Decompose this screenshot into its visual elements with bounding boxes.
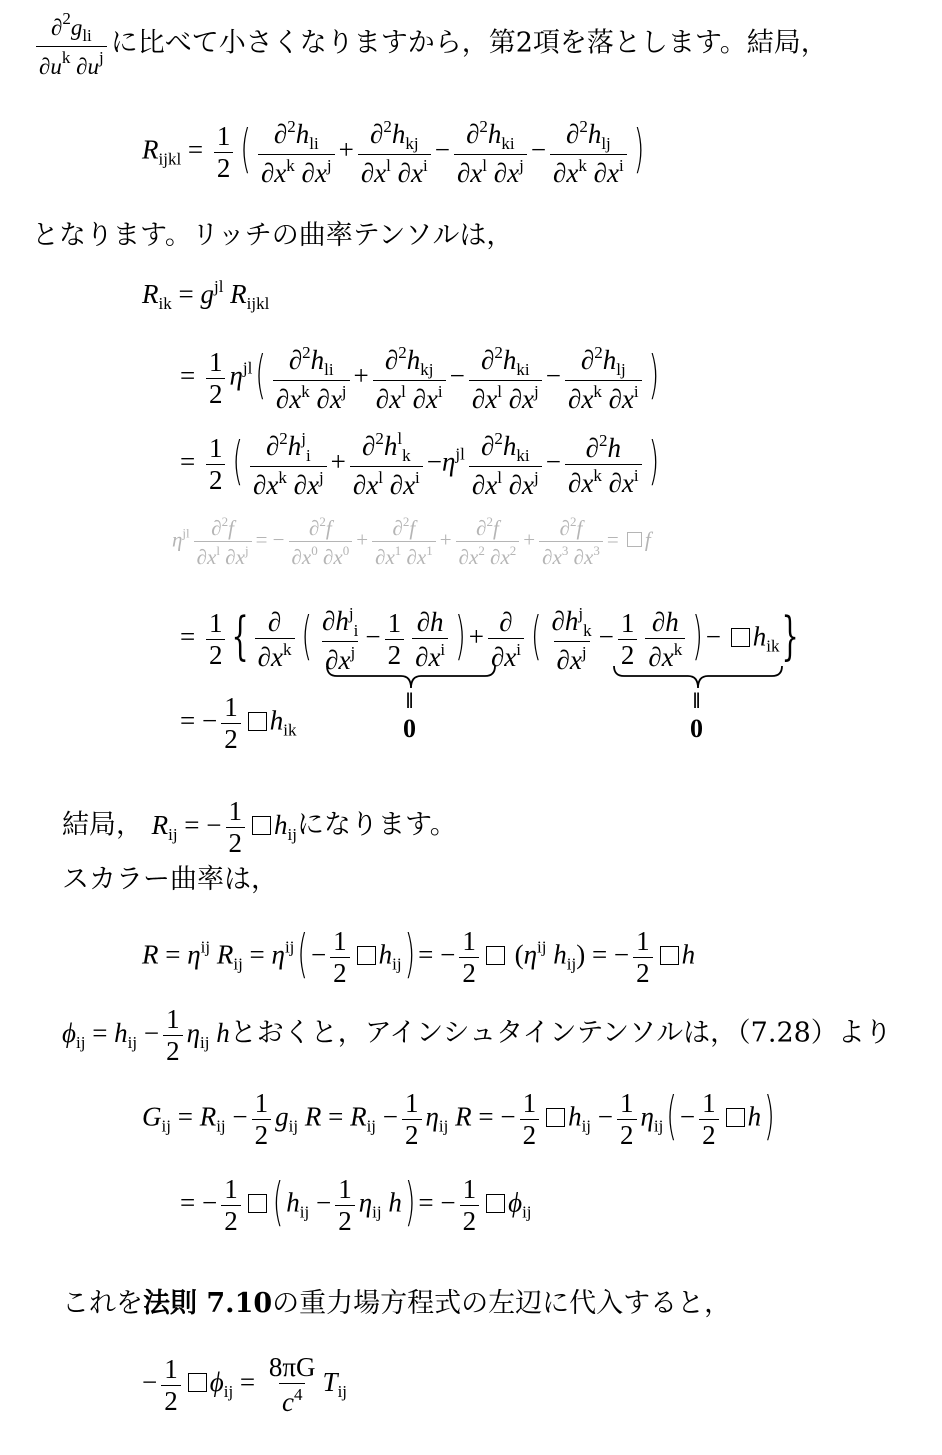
line-scalar: スカラー曲率は， [62,864,278,895]
eq-g-ij: $G_{ij} = R_{ij}$ − $\frac{1}{2}$ $g_{ij}$ $R = R_{ij}$ − $\frac{1}{2}$ $\eta_{ij}$ R = − $\frac{1}{2}$ $h_{ij}$ − $\frac{1}{2}$ $\eta_{ij}$ ( − $\frac{1}{2}$ h ) [142,1087,775,1150]
eq-r-ik-result: = − $\frac{1}{2}$ $h_{ik}$ [180,692,297,754]
eq-final: − $\frac{1}{2}$ $\phi_{ij}$ = $\frac{8\pi G}{c^4}$ $T_{ij}$ [142,1352,348,1417]
line-kekkyoku: 結局， $R_{ij}$ = − $\frac{1}{2}$ $h_{ij}$になります。 [62,796,457,858]
equals-vertical-2: ‖ [693,688,701,713]
eq-r-ik-line4: = $\frac{1}{2}$ { $\frac{\partial}{\partial x^k}$ ( $\frac{\partial h^j_i}{\partial x^j}$ − $\frac{1}{2}$ $\frac{\partial h}{\partial x^i}$ ) + $\frac{\partial}{\partial x^i}$ ( $\frac{\partial h^j_k}{\partial x^j}$ − $\frac{1}{2}$ $\frac{\partial h}{\partial x^k}$ ) − $h_{ik}$} [180,604,799,675]
eq-r-ik-line3: = $\frac{1}{2}$ ( $\frac{\partial^2h^j_i}{\partial x^k \partial x^j}$ + $\frac{\partial^2h^l_k}{\partial x^l \partial x^i}$ $-\eta^{jl}$ $\frac{\partial^2h_{ki}}{\partial x^l \partial x^j}$ − $\frac{\partial^2h}{\partial x^k \partial x^i}$ ) [180,429,660,500]
line-phi: $\phi_{ij} = h_{ij}$ − $\frac{1}{2}$ $\eta_{ij}$ hとおくと，アインシュタインテンソルは，（7.28）より [62,1004,892,1066]
equals-vertical-1: ‖ [406,688,414,713]
eq-r-ijkl: $R_{ijkl}$ = $\frac{1}{2}$ ( $\frac{\partial^2h_{li}}{\partial x^k \partial x^j}$ + $\frac{\partial^2h_{kj}}{\partial x^l \partial x^i}$ − $\frac{\partial^2h_{ki}}{\partial x^l \partial x^j}$ − $\frac{\partial^2h_{lj}}{\partial x^k \partial x^i}$ ) [142,117,645,188]
gray-box-operator-line: $\eta^{jl}$ $\frac{\partial^2f}{\partial x^l \partial x^j}$ = − $\frac{\partial^2f}{\partial x^0 \partial x^0}$ + $\frac{\partial^2f}{\partial x^1 \partial x^1}$ + $\frac{\partial^2f}{\partial x^2 \partial x^2}$ + $\frac{\partial^2f}{\partial x^3 \partial x^3}$ = f [172,514,651,569]
law-reference: 法則 7.10 [143,1288,273,1319]
line-1 [32,10,828,78]
eq-g-ij-line2: = − $\frac{1}{2}$ ( $h_{ij}$ − $\frac{1}{2}$ $\eta_{ij}$ h ) = − $\frac{1}{2}$ $\phi_{ij}$ [180,1173,532,1236]
line-1-text: に比べて小さくなりますから，第2項を落とします。結局， [110,27,828,59]
zero-label-1: 0 [403,714,416,743]
eq-r-ik-line2: = $\frac{1}{2}$ $\eta^{jl}$ ( $\frac{\partial^2h_{li}}{\partial x^k \partial x^j}$ + $\frac{\partial^2h_{kj}}{\partial x^l \partial x^i}$ − $\frac{\partial^2h_{ki}}{\partial x^l \partial x^j}$ − $\frac{\partial^2h_{lj}}{\partial x^k \partial x^i}$ ) [180,343,660,414]
zero-label-2: 0 [690,714,703,743]
lead-fraction: $\frac{\partial^2g_{li}}{\partial u^k \partial u^j}$ [36,10,107,78]
line-tonarimasu: となります。リッチの曲率テンソルは， [32,220,514,251]
eq-scalar-r: $R = \eta^{ij}$ $R_{ij} = \eta^{ij}$ ( − $\frac{1}{2}$ $h_{ij}$ ) = − $\frac{1}{2}$ ($\eta^{ij}$ $h_{ij}$) = − $\frac{1}{2}$ h [142,925,696,988]
eq-r-ik: $R_{ik} = g^{jl}$ $R_{ijkl}$ [142,277,270,313]
line-hosoku: これを法則 7.10の重力場方程式の左辺に代入すると， [62,1288,732,1319]
